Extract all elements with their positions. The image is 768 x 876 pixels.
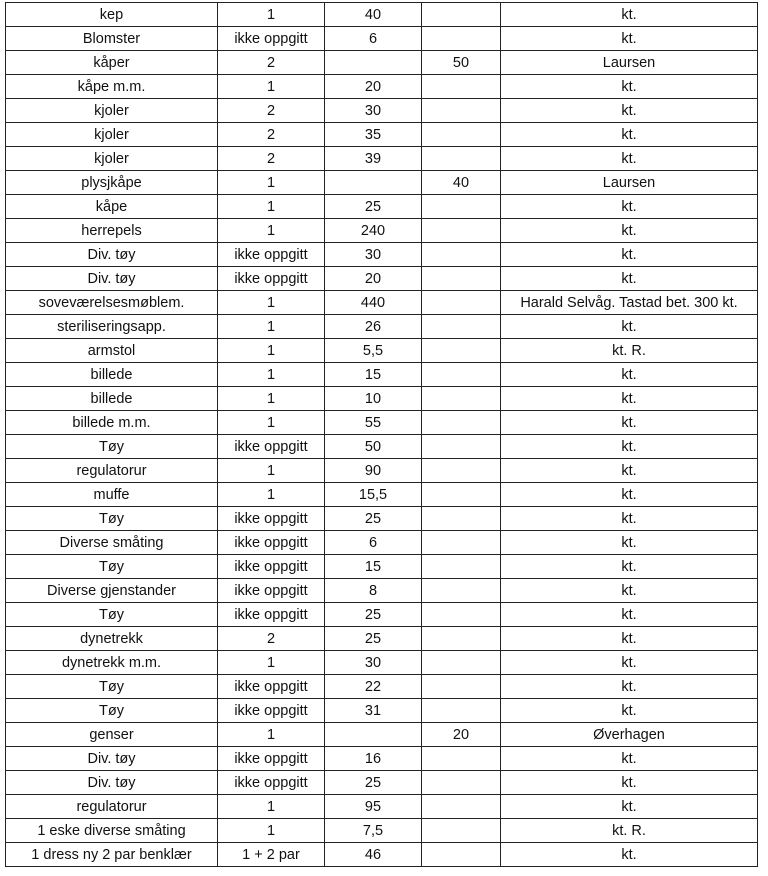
- buyer-cell: kt.: [501, 675, 758, 699]
- quantity-cell: ikke oppgitt: [218, 435, 325, 459]
- price-cell: [325, 723, 422, 747]
- item-cell: soveværelsesmøblem.: [6, 291, 218, 315]
- amount-cell: [422, 123, 501, 147]
- amount-cell: [422, 267, 501, 291]
- price-cell: 26: [325, 315, 422, 339]
- item-cell: kjoler: [6, 147, 218, 171]
- price-cell: 7,5: [325, 819, 422, 843]
- item-cell: billede: [6, 363, 218, 387]
- table-row: [6, 843, 758, 867]
- quantity-cell: ikke oppgitt: [218, 555, 325, 579]
- price-cell: 20: [325, 75, 422, 99]
- buyer-cell: kt.: [501, 555, 758, 579]
- amount-cell: [422, 291, 501, 315]
- inventory-table: [5, 2, 758, 867]
- table-row: [6, 123, 758, 147]
- amount-cell: [422, 603, 501, 627]
- amount-cell: [422, 483, 501, 507]
- table-row: [6, 387, 758, 411]
- item-cell: Div. tøy: [6, 267, 218, 291]
- amount-cell: [422, 195, 501, 219]
- buyer-cell: kt.: [501, 699, 758, 723]
- table-row: [6, 747, 758, 771]
- quantity-cell: ikke oppgitt: [218, 507, 325, 531]
- item-cell: Diverse gjenstander: [6, 579, 218, 603]
- item-cell: kåper: [6, 51, 218, 75]
- price-cell: 440: [325, 291, 422, 315]
- item-cell: armstol: [6, 339, 218, 363]
- item-cell: Tøy: [6, 435, 218, 459]
- buyer-cell: kt.: [501, 99, 758, 123]
- amount-cell: [422, 843, 501, 867]
- table-row: [6, 819, 758, 843]
- quantity-cell: 1 + 2 par: [218, 843, 325, 867]
- quantity-cell: 2: [218, 123, 325, 147]
- amount-cell: [422, 219, 501, 243]
- amount-cell: [422, 411, 501, 435]
- table-row: [6, 531, 758, 555]
- item-cell: Div. tøy: [6, 747, 218, 771]
- buyer-cell: kt.: [501, 747, 758, 771]
- table-row: [6, 243, 758, 267]
- price-cell: 16: [325, 747, 422, 771]
- table-row: [6, 147, 758, 171]
- price-cell: 6: [325, 27, 422, 51]
- buyer-cell: Laursen: [501, 171, 758, 195]
- table-row: [6, 315, 758, 339]
- quantity-cell: 1: [218, 75, 325, 99]
- item-cell: 1 eske diverse småting: [6, 819, 218, 843]
- quantity-cell: 1: [218, 363, 325, 387]
- buyer-cell: kt.: [501, 795, 758, 819]
- table-row: [6, 795, 758, 819]
- quantity-cell: 1: [218, 411, 325, 435]
- item-cell: Tøy: [6, 699, 218, 723]
- table-row: [6, 771, 758, 795]
- quantity-cell: 1: [218, 219, 325, 243]
- amount-cell: [422, 699, 501, 723]
- table-row: [6, 3, 758, 27]
- buyer-cell: kt. R.: [501, 819, 758, 843]
- buyer-cell: kt.: [501, 771, 758, 795]
- item-cell: Tøy: [6, 603, 218, 627]
- table-row: [6, 603, 758, 627]
- price-cell: [325, 51, 422, 75]
- table-row: [6, 171, 758, 195]
- quantity-cell: ikke oppgitt: [218, 699, 325, 723]
- price-cell: 15: [325, 363, 422, 387]
- quantity-cell: 1: [218, 195, 325, 219]
- quantity-cell: ikke oppgitt: [218, 27, 325, 51]
- table-row: [6, 75, 758, 99]
- quantity-cell: 1: [218, 483, 325, 507]
- price-cell: 46: [325, 843, 422, 867]
- amount-cell: [422, 819, 501, 843]
- table-row: [6, 723, 758, 747]
- item-cell: regulatorur: [6, 795, 218, 819]
- price-cell: 25: [325, 195, 422, 219]
- item-cell: kep: [6, 3, 218, 27]
- item-cell: dynetrekk: [6, 627, 218, 651]
- item-cell: 1 dress ny 2 par benklær: [6, 843, 218, 867]
- item-cell: plysjkåpe: [6, 171, 218, 195]
- item-cell: herrepels: [6, 219, 218, 243]
- quantity-cell: ikke oppgitt: [218, 267, 325, 291]
- price-cell: 30: [325, 243, 422, 267]
- buyer-cell: kt.: [501, 3, 758, 27]
- amount-cell: [422, 99, 501, 123]
- table-row: [6, 195, 758, 219]
- table-row: [6, 51, 758, 75]
- inventory-table-body: [6, 3, 758, 867]
- price-cell: 50: [325, 435, 422, 459]
- price-cell: 8: [325, 579, 422, 603]
- item-cell: dynetrekk m.m.: [6, 651, 218, 675]
- price-cell: 5,5: [325, 339, 422, 363]
- item-cell: kjoler: [6, 123, 218, 147]
- table-row: [6, 99, 758, 123]
- amount-cell: 50: [422, 51, 501, 75]
- amount-cell: [422, 627, 501, 651]
- quantity-cell: 1: [218, 459, 325, 483]
- amount-cell: [422, 675, 501, 699]
- quantity-cell: ikke oppgitt: [218, 675, 325, 699]
- quantity-cell: ikke oppgitt: [218, 603, 325, 627]
- item-cell: regulatorur: [6, 459, 218, 483]
- amount-cell: [422, 147, 501, 171]
- price-cell: 25: [325, 771, 422, 795]
- quantity-cell: ikke oppgitt: [218, 579, 325, 603]
- price-cell: 40: [325, 3, 422, 27]
- amount-cell: [422, 3, 501, 27]
- buyer-cell: kt.: [501, 483, 758, 507]
- quantity-cell: 2: [218, 147, 325, 171]
- amount-cell: [422, 771, 501, 795]
- quantity-cell: 1: [218, 819, 325, 843]
- quantity-cell: ikke oppgitt: [218, 771, 325, 795]
- amount-cell: [422, 747, 501, 771]
- amount-cell: [422, 555, 501, 579]
- table-row: [6, 435, 758, 459]
- amount-cell: [422, 75, 501, 99]
- amount-cell: [422, 795, 501, 819]
- price-cell: 39: [325, 147, 422, 171]
- table-row: [6, 675, 758, 699]
- buyer-cell: kt.: [501, 579, 758, 603]
- quantity-cell: 1: [218, 723, 325, 747]
- buyer-cell: kt.: [501, 507, 758, 531]
- price-cell: 90: [325, 459, 422, 483]
- buyer-cell: kt.: [501, 315, 758, 339]
- item-cell: Tøy: [6, 555, 218, 579]
- item-cell: billede m.m.: [6, 411, 218, 435]
- buyer-cell: kt.: [501, 27, 758, 51]
- amount-cell: [422, 243, 501, 267]
- quantity-cell: 2: [218, 627, 325, 651]
- price-cell: 15: [325, 555, 422, 579]
- quantity-cell: 1: [218, 339, 325, 363]
- buyer-cell: kt. R.: [501, 339, 758, 363]
- quantity-cell: ikke oppgitt: [218, 243, 325, 267]
- price-cell: 25: [325, 507, 422, 531]
- buyer-cell: kt.: [501, 411, 758, 435]
- price-cell: 30: [325, 651, 422, 675]
- table-row: [6, 27, 758, 51]
- buyer-cell: kt.: [501, 435, 758, 459]
- quantity-cell: ikke oppgitt: [218, 531, 325, 555]
- buyer-cell: kt.: [501, 651, 758, 675]
- quantity-cell: 2: [218, 51, 325, 75]
- buyer-cell: kt.: [501, 267, 758, 291]
- quantity-cell: 1: [218, 795, 325, 819]
- price-cell: 55: [325, 411, 422, 435]
- item-cell: genser: [6, 723, 218, 747]
- quantity-cell: ikke oppgitt: [218, 747, 325, 771]
- price-cell: 31: [325, 699, 422, 723]
- buyer-cell: kt.: [501, 531, 758, 555]
- buyer-cell: kt.: [501, 195, 758, 219]
- quantity-cell: 1: [218, 171, 325, 195]
- price-cell: 6: [325, 531, 422, 555]
- buyer-cell: kt.: [501, 75, 758, 99]
- table-row: [6, 219, 758, 243]
- price-cell: 10: [325, 387, 422, 411]
- quantity-cell: 1: [218, 387, 325, 411]
- item-cell: Tøy: [6, 675, 218, 699]
- item-cell: Div. tøy: [6, 243, 218, 267]
- price-cell: 20: [325, 267, 422, 291]
- amount-cell: [422, 531, 501, 555]
- price-cell: 15,5: [325, 483, 422, 507]
- amount-cell: [422, 315, 501, 339]
- price-cell: 25: [325, 603, 422, 627]
- item-cell: Tøy: [6, 507, 218, 531]
- table-row: [6, 579, 758, 603]
- buyer-cell: kt.: [501, 603, 758, 627]
- table-row: [6, 507, 758, 531]
- table-row: [6, 555, 758, 579]
- buyer-cell: Øverhagen: [501, 723, 758, 747]
- amount-cell: [422, 387, 501, 411]
- price-cell: 22: [325, 675, 422, 699]
- buyer-cell: kt.: [501, 123, 758, 147]
- table-row: [6, 627, 758, 651]
- quantity-cell: 1: [218, 651, 325, 675]
- item-cell: kåpe: [6, 195, 218, 219]
- price-cell: 25: [325, 627, 422, 651]
- price-cell: 35: [325, 123, 422, 147]
- item-cell: Blomster: [6, 27, 218, 51]
- table-row: [6, 411, 758, 435]
- amount-cell: 20: [422, 723, 501, 747]
- quantity-cell: 1: [218, 3, 325, 27]
- item-cell: Div. tøy: [6, 771, 218, 795]
- item-cell: muffe: [6, 483, 218, 507]
- price-cell: 240: [325, 219, 422, 243]
- table-row: [6, 267, 758, 291]
- amount-cell: [422, 579, 501, 603]
- amount-cell: [422, 507, 501, 531]
- buyer-cell: Laursen: [501, 51, 758, 75]
- table-row: [6, 339, 758, 363]
- amount-cell: [422, 435, 501, 459]
- amount-cell: [422, 27, 501, 51]
- buyer-cell: kt.: [501, 843, 758, 867]
- table-row: [6, 483, 758, 507]
- quantity-cell: 1: [218, 315, 325, 339]
- buyer-cell: Harald Selvåg. Tastad bet. 300 kt.: [501, 291, 758, 315]
- quantity-cell: 2: [218, 99, 325, 123]
- item-cell: steriliseringsapp.: [6, 315, 218, 339]
- price-cell: [325, 171, 422, 195]
- quantity-cell: 1: [218, 291, 325, 315]
- buyer-cell: kt.: [501, 147, 758, 171]
- table-row: [6, 651, 758, 675]
- buyer-cell: kt.: [501, 219, 758, 243]
- buyer-cell: kt.: [501, 627, 758, 651]
- table-row: [6, 363, 758, 387]
- amount-cell: [422, 651, 501, 675]
- buyer-cell: kt.: [501, 363, 758, 387]
- buyer-cell: kt.: [501, 243, 758, 267]
- buyer-cell: kt.: [501, 387, 758, 411]
- amount-cell: [422, 363, 501, 387]
- table-row: [6, 699, 758, 723]
- item-cell: billede: [6, 387, 218, 411]
- price-cell: 95: [325, 795, 422, 819]
- item-cell: kåpe m.m.: [6, 75, 218, 99]
- item-cell: Diverse småting: [6, 531, 218, 555]
- table-row: [6, 459, 758, 483]
- table-row: [6, 291, 758, 315]
- item-cell: kjoler: [6, 99, 218, 123]
- amount-cell: [422, 459, 501, 483]
- price-cell: 30: [325, 99, 422, 123]
- buyer-cell: kt.: [501, 459, 758, 483]
- amount-cell: 40: [422, 171, 501, 195]
- amount-cell: [422, 339, 501, 363]
